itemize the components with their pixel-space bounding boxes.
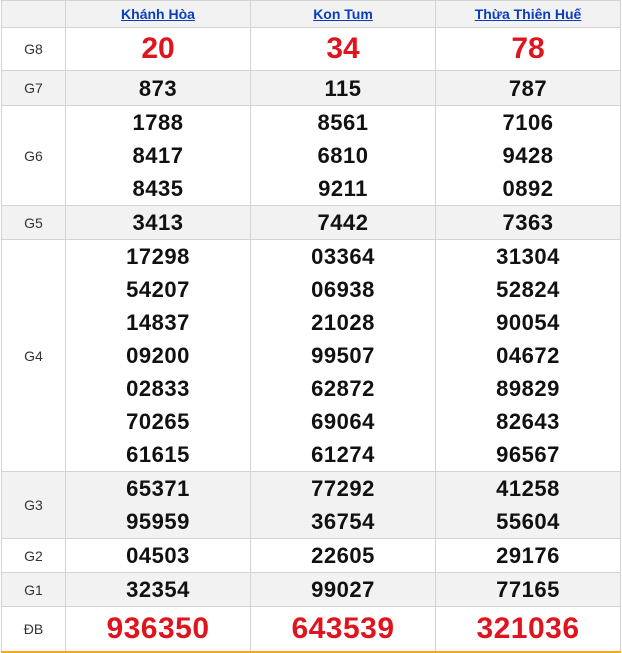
prize-label: G6 (2, 106, 66, 206)
result-number: 96567 (496, 442, 560, 467)
result-cell (66, 573, 251, 607)
result-number: 41258 (496, 476, 560, 501)
prize-label: G1 (2, 573, 66, 607)
result-cell (66, 607, 251, 653)
result-number: 95959 (126, 509, 190, 534)
result-number: 8417 (132, 143, 184, 168)
result-number: 7363 (502, 210, 554, 235)
result-cell (436, 206, 621, 240)
result-cell (251, 106, 436, 206)
result-number: 61274 (311, 442, 375, 467)
prize-row-special (2, 607, 621, 653)
result-number: 32354 (126, 577, 190, 602)
result-cell (251, 607, 436, 653)
prize-row-g3 (2, 472, 621, 539)
lottery-results-table (1, 0, 621, 653)
result-cell (251, 28, 436, 71)
result-cell (66, 539, 251, 573)
result-cell (66, 106, 251, 206)
prize-label: G3 (2, 472, 66, 539)
prize-row-g5 (2, 206, 621, 240)
result-cell (251, 539, 436, 573)
result-cell (66, 28, 251, 71)
result-number: 54207 (126, 277, 190, 302)
prize-label: G5 (2, 206, 66, 240)
result-number: 99027 (311, 577, 375, 602)
result-number: 89829 (496, 376, 560, 401)
result-number: 09200 (126, 343, 190, 368)
result-number: 8561 (317, 110, 369, 135)
result-number: 7442 (317, 210, 369, 235)
result-cell (436, 472, 621, 539)
province-header (251, 1, 436, 28)
prize-label: G7 (2, 71, 66, 106)
result-number: 62872 (311, 376, 375, 401)
result-cell (66, 71, 251, 106)
result-cell (251, 573, 436, 607)
prize-row-g6 (2, 106, 621, 206)
result-number: 1788 (132, 110, 184, 135)
province-link-thua-thien-hue[interactable]: Thừa Thiên Huế (474, 6, 582, 22)
result-number: 69064 (311, 409, 375, 434)
result-number: 52824 (496, 277, 560, 302)
result-number: 61615 (126, 442, 190, 467)
result-number: 65371 (126, 476, 190, 501)
prize-label: ĐB (2, 607, 66, 653)
result-number: 6810 (317, 143, 369, 168)
result-number: 29176 (496, 543, 560, 568)
result-number: 02833 (126, 376, 190, 401)
result-number: 3413 (132, 210, 184, 235)
result-number: 20 (141, 32, 175, 65)
result-number: 17298 (126, 244, 190, 269)
special-prize-number: 643539 (291, 612, 395, 645)
header-empty-cell (2, 1, 66, 28)
result-number: 0892 (502, 176, 554, 201)
prize-label: G2 (2, 539, 66, 573)
result-cell (436, 71, 621, 106)
prize-row-g2 (2, 539, 621, 573)
header-row (2, 1, 621, 28)
result-number: 22605 (311, 543, 375, 568)
result-cell (251, 71, 436, 106)
result-number: 21028 (311, 310, 375, 335)
result-number: 90054 (496, 310, 560, 335)
result-number: 8435 (132, 176, 184, 201)
prize-label: G8 (2, 28, 66, 71)
result-number: 04672 (496, 343, 560, 368)
result-cell (436, 240, 621, 472)
result-cell (436, 28, 621, 71)
province-link-kon-tum[interactable]: Kon Tum (313, 6, 373, 22)
result-number: 36754 (311, 509, 375, 534)
result-cell (251, 240, 436, 472)
result-number: 70265 (126, 409, 190, 434)
result-number: 77292 (311, 476, 375, 501)
result-cell (66, 240, 251, 472)
prize-row-g4 (2, 240, 621, 472)
result-number: 77165 (496, 577, 560, 602)
result-number: 55604 (496, 509, 560, 534)
prize-row-g7 (2, 71, 621, 106)
result-cell (436, 573, 621, 607)
result-cell (251, 206, 436, 240)
result-number: 9428 (502, 143, 554, 168)
special-prize-number: 936350 (106, 612, 210, 645)
result-number: 99507 (311, 343, 375, 368)
result-number: 787 (508, 75, 548, 101)
result-number: 9211 (318, 176, 368, 201)
province-header (436, 1, 621, 28)
result-number: 82643 (496, 409, 560, 434)
prize-row-g8 (2, 28, 621, 71)
result-number: 06938 (311, 277, 375, 302)
result-cell (436, 106, 621, 206)
result-cell (66, 472, 251, 539)
result-cell (436, 607, 621, 653)
result-number: 873 (138, 75, 178, 101)
result-number: 115 (324, 75, 362, 101)
result-number: 14837 (126, 310, 190, 335)
special-prize-number: 321036 (476, 612, 580, 645)
result-number: 7106 (502, 110, 554, 135)
prize-row-g1 (2, 573, 621, 607)
province-link-khanh-hoa[interactable]: Khánh Hòa (121, 6, 195, 22)
result-number: 03364 (311, 244, 375, 269)
result-cell (66, 206, 251, 240)
result-number: 31304 (496, 244, 560, 269)
result-cell (436, 539, 621, 573)
province-header (66, 1, 251, 28)
result-cell (251, 472, 436, 539)
result-number: 78 (511, 32, 545, 65)
result-number: 34 (326, 32, 360, 65)
result-number: 04503 (126, 543, 190, 568)
prize-label: G4 (2, 240, 66, 472)
